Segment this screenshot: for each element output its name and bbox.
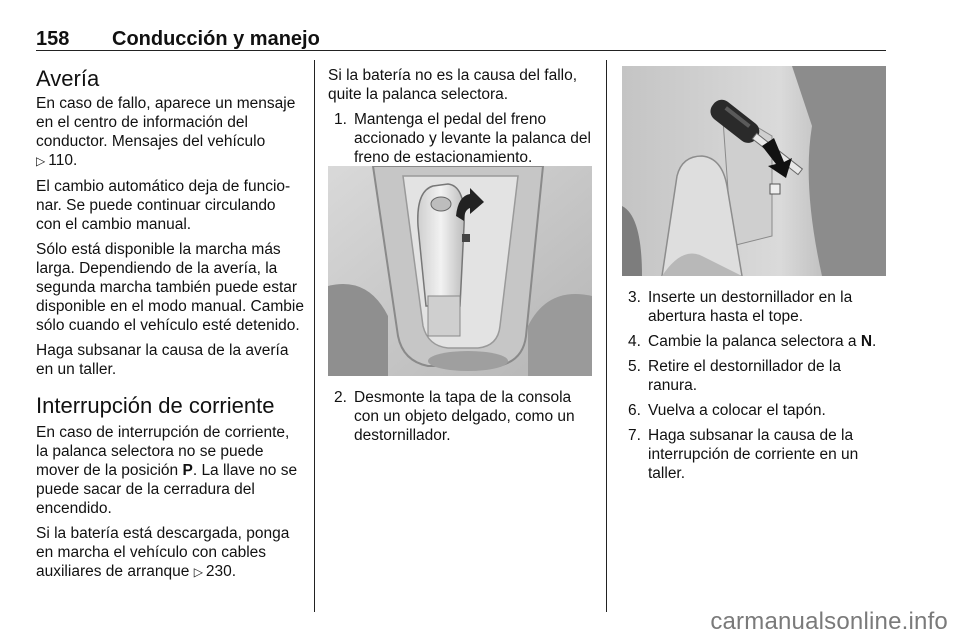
page-title: Conducción y manejo <box>112 28 320 50</box>
intro-paragraph: Si la batería no es la causa del fallo, quite la palanca selectora. <box>328 67 578 103</box>
list-item: 7. Haga subsanar la causa de la interrupción de corriente en un taller. <box>628 427 859 482</box>
page-number: 158 <box>36 28 70 50</box>
list-item: 3. Inserte un destornillador en la abertura hasta el tope. <box>628 289 853 325</box>
list-item: 1. Mantenga el pedal del freno accionado y levante la palanca del freno de estacionamiento. <box>334 111 591 166</box>
figure-screwdriver <box>622 66 886 276</box>
column-divider-2 <box>606 60 607 612</box>
column-1 <box>36 66 304 588</box>
steps-list-2 <box>328 388 594 445</box>
paragraph-interrupcion-2: Si la batería está descargada, ponga en marcha el vehículo con cables auxiliares de arranque ▷ 230. <box>36 525 290 580</box>
column-3 <box>622 288 886 489</box>
gear-position-p: P <box>182 462 193 479</box>
list-item: 2. Desmonte la tapa de la consola con un objeto delgado, como un destornillador. <box>334 389 575 444</box>
section-heading-averia: Avería <box>36 66 100 91</box>
column-divider-1 <box>314 60 315 612</box>
gear-selector-illustration <box>328 166 592 376</box>
page-header <box>36 24 886 52</box>
page-reference: 110. <box>48 152 78 169</box>
list-item: 5. Retire el destornillador de la ranura. <box>628 358 841 394</box>
paragraph-averia-1: En caso de fallo, aparece un mensaje en el centro de información del conductor. Mensajes del vehículo ▷ 110. <box>36 95 296 169</box>
paragraph-averia-4: Haga subsanar la causa de la avería en un taller. <box>36 342 289 378</box>
column-2-steps <box>328 388 594 451</box>
gear-position-n: N <box>860 333 873 350</box>
paragraph-averia-3: Sólo está disponible la marcha más larga. Dependiendo de la avería, la segunda marcha también puede estar disponible en el modo manual. Cambie sólo cuando el vehículo esté detenido. <box>36 241 304 334</box>
page-reference: 230. <box>205 563 237 580</box>
section-heading-interrupcion: Interrupción de corriente <box>36 393 275 418</box>
steps-list-3 <box>622 288 886 483</box>
paragraph-interrupcion-1: En caso de interrupción de corriente, la palanca selectora no se puede mover de la posición P. La llave no se puede sacar de la cerradura del encendido. <box>36 424 298 517</box>
list-item: 6. Vuelva a colocar el tapón. <box>628 402 826 419</box>
figure-gear-selector <box>328 166 592 376</box>
column-2 <box>328 66 594 173</box>
reference-arrow-icon: ▷ <box>193 565 203 579</box>
list-item: 4. Cambie la palanca selectora a N. <box>628 333 877 350</box>
steps-list-1 <box>328 110 594 167</box>
watermark[interactable]: carmanualsonline.info <box>710 608 948 635</box>
header-divider <box>36 50 886 51</box>
paragraph-averia-2: El cambio automático deja de funcio-nar. Se puede continuar circulando con el cambio manual. <box>36 178 291 233</box>
screwdriver-illustration <box>622 66 886 276</box>
reference-arrow-icon: ▷ <box>36 154 46 168</box>
